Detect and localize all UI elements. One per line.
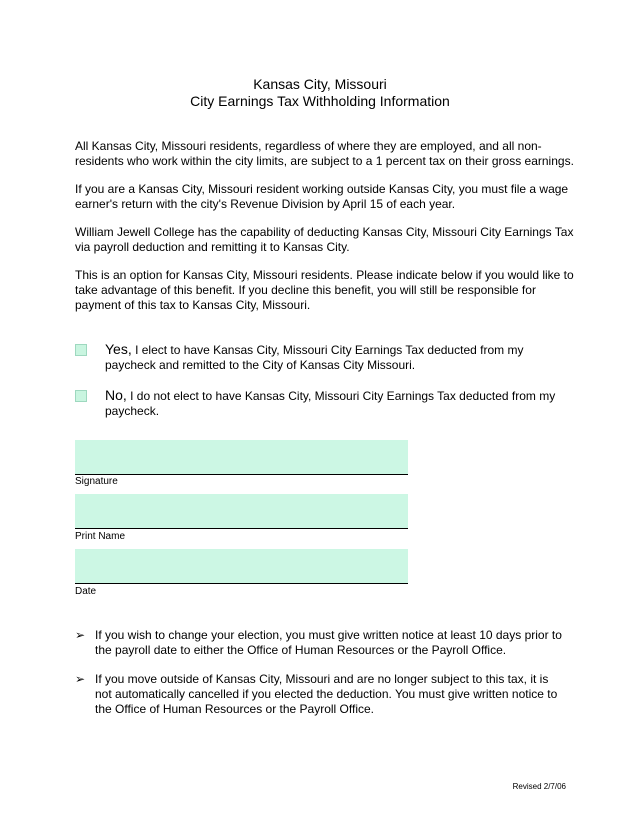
option-no-text [105,388,570,419]
arrow-bullet-icon: ➢ [75,628,86,642]
no-checkbox[interactable] [75,390,87,402]
revised-date: Revised 2/7/06 [512,782,566,791]
paragraph-tax-applicability: All Kansas City, Missouri residents, regardless of where they are employed, and all non-residents who work within the city limits, are subject to a 1 percent tax on their gross earnings. [75,139,574,168]
print-name-label: Print Name [75,531,126,542]
date-label: Date [75,586,97,597]
yes-checkbox[interactable] [75,344,87,356]
title-line-2: City Earnings Tax Withholding Information [190,93,450,109]
option-no-description: I do not elect to have Kansas City, Missouri City Earnings Tax deducted from my paycheck. [105,389,556,418]
document-title [0,76,640,110]
signature-field[interactable] [75,440,408,475]
print-name-field[interactable] [75,494,408,529]
option-yes-lead: Yes, [105,341,132,357]
date-field[interactable] [75,549,408,584]
option-no-lead: No, [105,387,127,403]
note-move-outside-text: If you move outside of Kansas City, Missouri and are no longer subject to this tax, it is not automatically cancelled if you elected the deduction. You must give written notice to the Office of Human Resources or the Payroll Office. [95,672,558,716]
paragraph-filing-requirement: If you are a Kansas City, Missouri resident working outside Kansas City, you must file a wage earner's return with the city's Revenue Division by April 15 of each year. [75,182,569,211]
option-yes-text [105,342,570,373]
option-yes-description: I elect to have Kansas City, Missouri City Earnings Tax deducted from my paycheck and remitted to the City of Kansas City Missouri. [105,343,524,372]
paragraph-option-info: This is an option for Kansas City, Missouri residents. Please indicate below if you would like to take advantage of this benefit. If you decline this benefit, you will still be responsible for payment of this tax to Kansas City, Missouri. [75,268,574,312]
note-change-election-text: If you wish to change your election, you must give written notice at least 10 days prior to the payroll date to either the Office of Human Resources or the Payroll Office. [95,628,562,657]
arrow-bullet-icon: ➢ [75,672,86,686]
signature-label: Signature [75,476,118,487]
paragraph-payroll-deduction: William Jewell College has the capability of deducting Kansas City, Missouri City Earnings Tax via payroll deduction and remitting it to Kansas City. [75,225,574,254]
title-line-1: Kansas City, Missouri [253,76,387,92]
